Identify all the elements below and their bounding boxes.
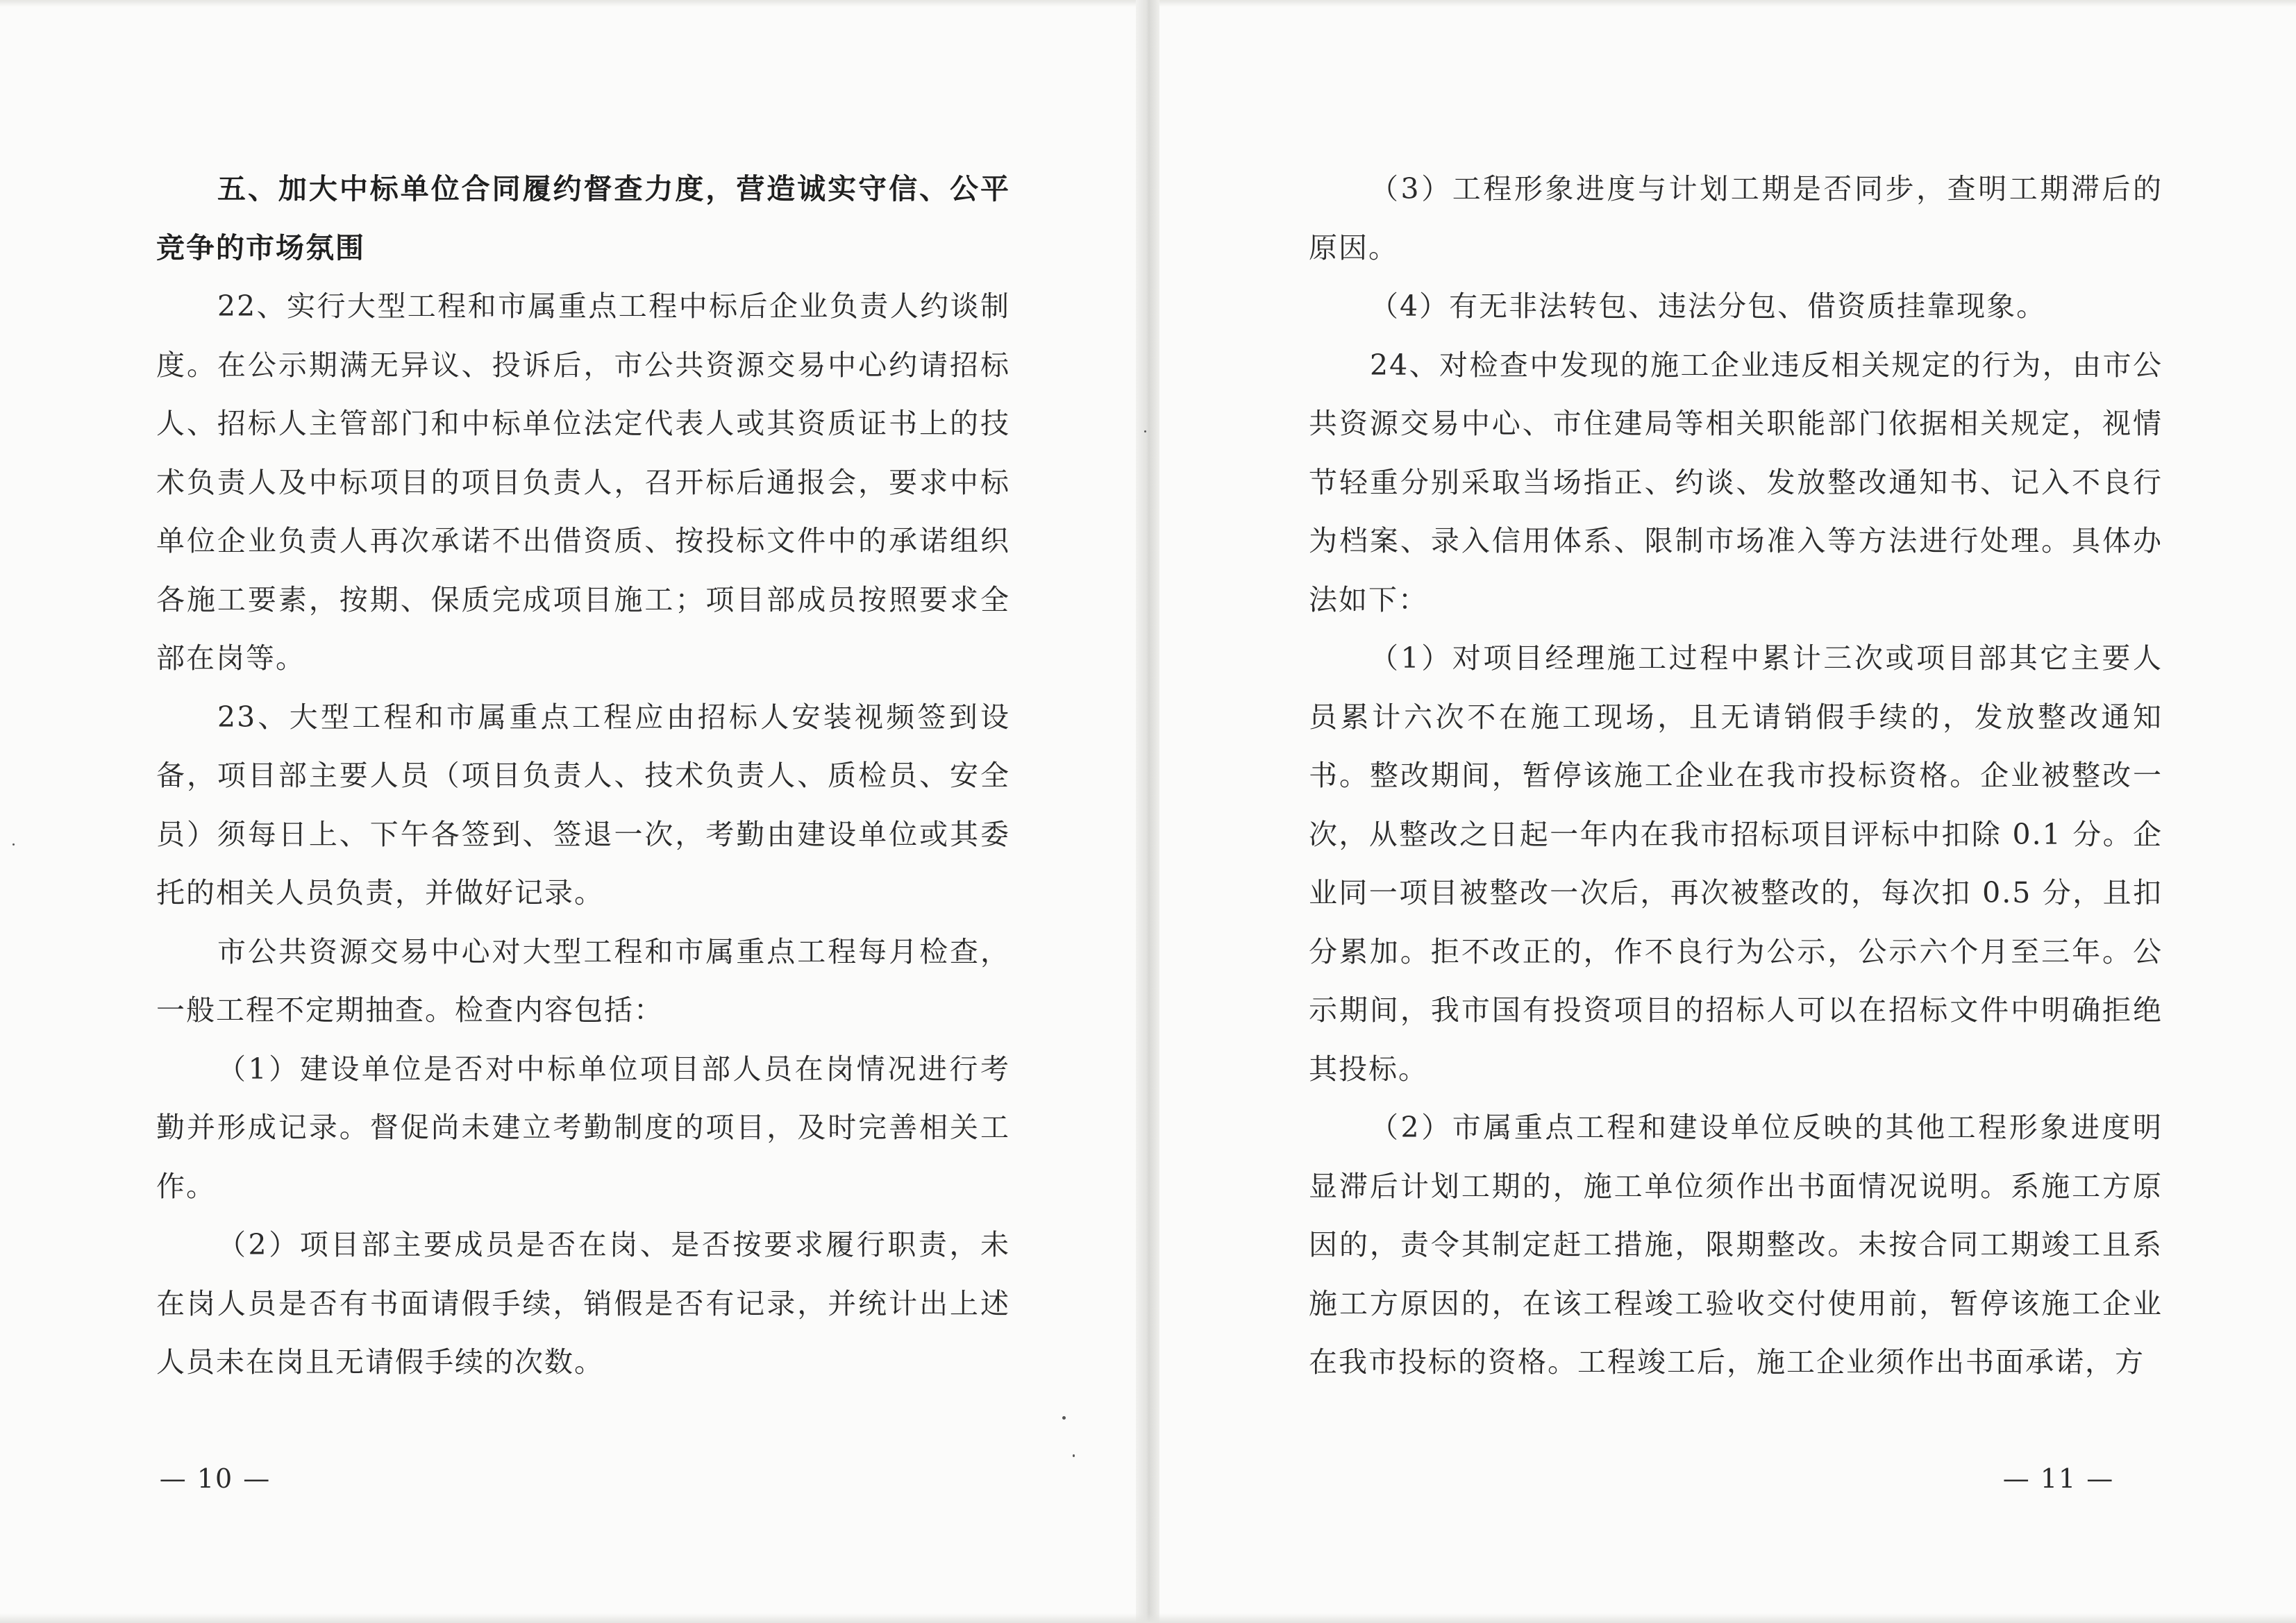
- paragraph-item-2: （2）项目部主要成员是否在岗、是否按要求履行职责，未在岗人员是否有书面请假手续，销假是否有记录，并统计出上述人员未在岗且无请假手续的次数。: [156, 1228, 1010, 1379]
- paragraph-23: 23、大型工程和市属重点工程应由招标人安装视频签到设备，项目部主要人员（项目负责人、技术负责人、质检员、安全员）须每日上、下午各签到、签退一次，考勤由建设单位或其委托的相关人员负责，并做好记录。: [156, 700, 1010, 909]
- section-heading: 五、加大中标单位合同履约督查力度，营造诚实守信、公平竞争的市场氛围: [156, 172, 1010, 264]
- scan-speck: [1073, 1454, 1075, 1457]
- scan-edge-bottom: [0, 1613, 2296, 1623]
- page-number-right: — 11 —: [2002, 1463, 2115, 1494]
- paragraph-24: 24、对检查中发现的施工企业违反相关规定的行为，由市公共资源交易中心、市住建局等相关职能部门依据相关规定，视情节轻重分别采取当场指正、约谈、发放整改通知书、记入不良行为档案、录入信用体系、限制市场准入等方法进行处理。具体办法如下：: [1309, 348, 2163, 616]
- paragraph-24-item-2: （2）市属重点工程和建设单位反映的其他工程形象进度明显滞后计划工期的，施工单位须作出书面情况说明。系施工方原因的，责令其制定赶工措施，限期整改。未按合同工期竣工且系施工方原因的，在该工程竣工验收交付使用前，暂停该施工企业在我市投标的资格。工程竣工后，施工企业须作出书面承诺，方: [1309, 1111, 2163, 1379]
- paragraph-22: 22、实行大型工程和市属重点工程中标后企业负责人约谈制度。在公示期满无异议、投诉后，市公共资源交易中心约请招标人、招标人主管部门和中标单位法定代表人或其资质证书上的技术负责人及中标项目的项目负责人，召开标后通报会，要求中标单位企业负责人再次承诺不出借资质、按投标文件中的承诺组织各施工要素，按期、保质完成项目施工；项目部成员按照要求全部在岗等。: [156, 289, 1010, 675]
- paragraph-inspection-intro: 市公共资源交易中心对大型工程和市属重点工程每月检查，一般工程不定期抽查。检查内容包括：: [156, 934, 1010, 1027]
- scan-speck: [1062, 1416, 1066, 1420]
- right-page: [1309, 160, 2163, 1479]
- book-gutter: [1136, 0, 1159, 1623]
- left-page: [156, 160, 1010, 1479]
- paragraph-item-4: （4）有无非法转包、违法分包、借资质挂靠现象。: [1370, 289, 2047, 323]
- scan-speck: [1144, 430, 1146, 432]
- page-number-left: — 10 —: [159, 1463, 271, 1494]
- paragraph-24-item-1: （1）对项目经理施工过程中累计三次或项目部其它主要人员累计六次不在施工现场，且无请销假手续的，发放整改通知书。整改期间，暂停该施工企业在我市投标资格。企业被整改一次，从整改之日起一年内在我市招标项目评标中扣除 0.1 分。企业同一项目被整改一次后，再次被整改的，每次扣 0.5 分，且扣分累加。拒不改正的，作不良行为公示，公示六个月至三年。公示期间，我市国有投资项目的招标人可以在招标文件中明确拒绝其投标。: [1309, 641, 2163, 1086]
- paragraph-item-1: （1）建设单位是否对中标单位项目部人员在岗情况进行考勤并形成记录。督促尚未建立考勤制度的项目，及时完善相关工作。: [156, 1052, 1010, 1203]
- scan-speck: [12, 843, 15, 846]
- paragraph-item-3: （3）工程形象进度与计划工期是否同步，查明工期滞后的原因。: [1309, 172, 2163, 264]
